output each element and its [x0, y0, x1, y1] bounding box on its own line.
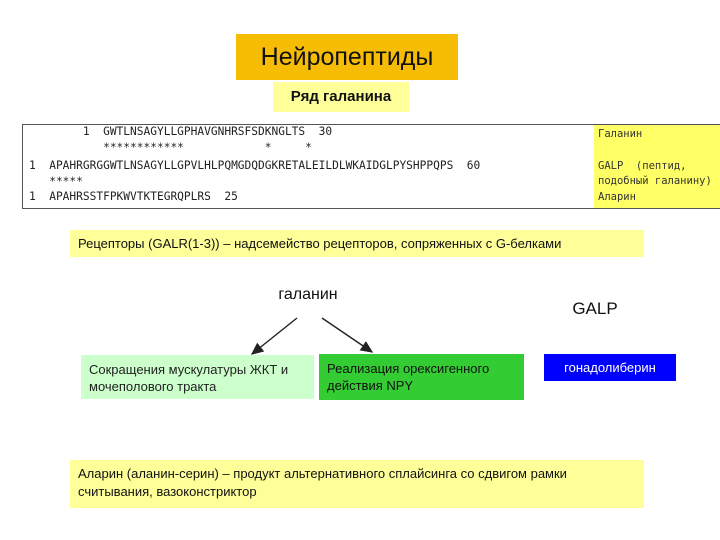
label-galp-desc: подобный галанину)	[598, 175, 712, 187]
sequence-line-galp: 1 APAHRGRGGWTLNSAGYLLGPVLHLPQMGDQDGKRETALEILDLWKAIDGLPYSHPPQPS 60	[29, 159, 481, 172]
alarin-note: Аларин (аланин-серин) – продукт альтернативного сплайсинга со сдвигом рамки считывания, вазоконстриктор	[70, 460, 644, 508]
page-title: Нейропептиды	[236, 34, 458, 80]
sequence-line-homology-2: *****	[29, 175, 83, 188]
effect-box-gonadoliberin: гонадолиберин	[544, 354, 676, 381]
sequence-line-alarin: 1 APAHRSSTFPKWVTKTEGRQPLRS 25	[29, 190, 238, 203]
arrow-to-box2	[322, 318, 372, 352]
receptors-note: Рецепторы (GALR(1-3)) – надсемейство рецепторов, сопряженных с G-белками	[70, 230, 644, 257]
arrow-to-box1	[252, 318, 297, 354]
label-galanin: Галанин	[598, 128, 643, 140]
galp-label: GALP	[572, 299, 618, 318]
effect-box-npy: Реализация орексигенного действия NPY	[319, 354, 524, 400]
sequence-line-homology-1: ************ * *	[29, 141, 312, 154]
label-alarin: Аларин	[598, 191, 636, 203]
sequence-line-galanin: 1 GWTLNSAGYLLGPHAVGNHRSFSDKNGLTS 30	[29, 125, 333, 138]
page-subtitle: Ряд галанина	[273, 82, 409, 112]
galanin-label: галанин	[278, 286, 338, 303]
label-galp: GALP (пептид,	[598, 160, 687, 172]
effect-box-gi-tract: Сокращения мускулатуры ЖКТ и мочеполового тракта	[81, 355, 314, 399]
